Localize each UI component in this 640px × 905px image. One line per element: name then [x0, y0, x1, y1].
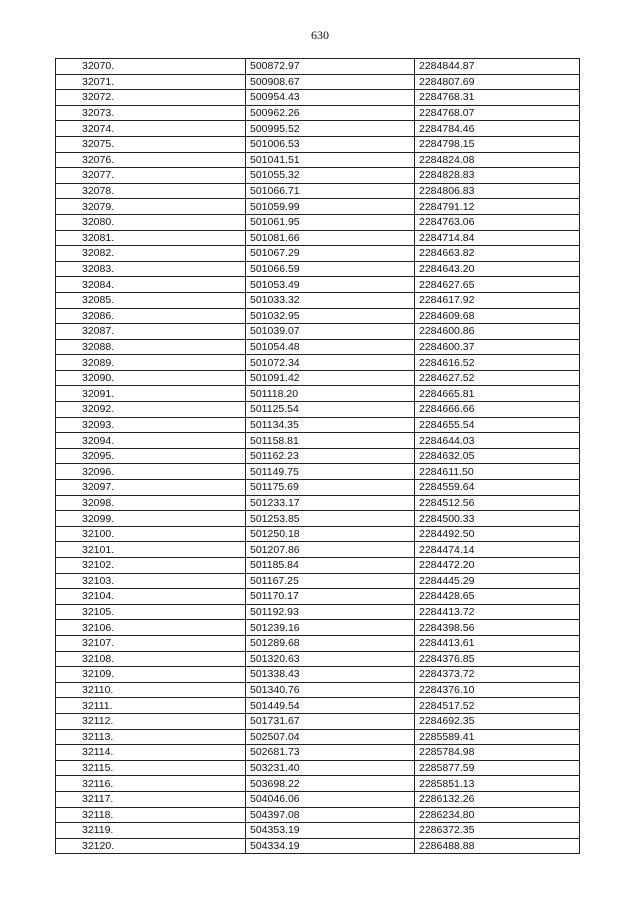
- x-coordinate-cell: 501340.76: [246, 682, 415, 698]
- x-coordinate-cell: 501158.81: [246, 433, 415, 449]
- x-coordinate-cell: 501731.67: [246, 713, 415, 729]
- x-coordinate-cell: 503231.40: [246, 760, 415, 776]
- y-coordinate-cell: 2284373.72: [415, 667, 580, 683]
- point-number-cell: 32103.: [56, 573, 246, 589]
- table-row: [56, 277, 580, 293]
- point-number-cell: 32098.: [56, 495, 246, 511]
- table-row: [56, 448, 580, 464]
- x-coordinate-cell: 500995.52: [246, 121, 415, 137]
- x-coordinate-cell: 501192.93: [246, 604, 415, 620]
- table-row: [56, 230, 580, 246]
- y-coordinate-cell: 2284609.68: [415, 308, 580, 324]
- table-row: [56, 729, 580, 745]
- x-coordinate-cell: 501250.18: [246, 526, 415, 542]
- point-number-cell: 32091.: [56, 386, 246, 402]
- point-number-cell: 32077.: [56, 168, 246, 184]
- point-number-cell: 32075.: [56, 136, 246, 152]
- y-coordinate-cell: 2284807.69: [415, 74, 580, 90]
- table-row: [56, 526, 580, 542]
- point-number-cell: 32106.: [56, 620, 246, 636]
- table-row: [56, 152, 580, 168]
- point-number-cell: 32108.: [56, 651, 246, 667]
- point-number-cell: 32099.: [56, 511, 246, 527]
- x-coordinate-cell: 501185.84: [246, 558, 415, 574]
- table-row: [56, 495, 580, 511]
- table-row: [56, 791, 580, 807]
- table-row: [56, 464, 580, 480]
- y-coordinate-cell: 2286132.26: [415, 791, 580, 807]
- point-number-cell: 32110.: [56, 682, 246, 698]
- point-number-cell: 32114.: [56, 745, 246, 761]
- y-coordinate-cell: 2284655.54: [415, 417, 580, 433]
- point-number-cell: 32100.: [56, 526, 246, 542]
- y-coordinate-cell: 2284666.66: [415, 402, 580, 418]
- point-number-cell: 32092.: [56, 402, 246, 418]
- table-row: [56, 370, 580, 386]
- x-coordinate-cell: 501081.66: [246, 230, 415, 246]
- point-number-cell: 32089.: [56, 355, 246, 371]
- x-coordinate-cell: 501061.95: [246, 214, 415, 230]
- coordinates-table: [55, 58, 580, 854]
- x-coordinate-cell: 500872.97: [246, 59, 415, 75]
- point-number-cell: 32102.: [56, 558, 246, 574]
- x-coordinate-cell: 501167.25: [246, 573, 415, 589]
- y-coordinate-cell: 2284517.52: [415, 698, 580, 714]
- y-coordinate-cell: 2284627.52: [415, 370, 580, 386]
- y-coordinate-cell: 2284632.05: [415, 448, 580, 464]
- point-number-cell: 32107.: [56, 635, 246, 651]
- table-row: [56, 760, 580, 776]
- table-row: [56, 635, 580, 651]
- point-number-cell: 32082.: [56, 246, 246, 262]
- table-row: [56, 542, 580, 558]
- point-number-cell: 32095.: [56, 448, 246, 464]
- x-coordinate-cell: 501067.29: [246, 246, 415, 262]
- point-number-cell: 32109.: [56, 667, 246, 683]
- y-coordinate-cell: 2284413.72: [415, 604, 580, 620]
- table-row: [56, 90, 580, 106]
- y-coordinate-cell: 2284611.50: [415, 464, 580, 480]
- table-row: [56, 823, 580, 839]
- point-number-cell: 32105.: [56, 604, 246, 620]
- table-row: [56, 838, 580, 854]
- table-row: [56, 651, 580, 667]
- table-row: [56, 59, 580, 75]
- x-coordinate-cell: 501170.17: [246, 589, 415, 605]
- y-coordinate-cell: 2285589.41: [415, 729, 580, 745]
- x-coordinate-cell: 500954.43: [246, 90, 415, 106]
- table-row: [56, 246, 580, 262]
- y-coordinate-cell: 2284616.52: [415, 355, 580, 371]
- x-coordinate-cell: 501134.35: [246, 417, 415, 433]
- x-coordinate-cell: 501175.69: [246, 480, 415, 496]
- point-number-cell: 32080.: [56, 214, 246, 230]
- table-row: [56, 433, 580, 449]
- x-coordinate-cell: 504046.06: [246, 791, 415, 807]
- y-coordinate-cell: 2284665.81: [415, 386, 580, 402]
- point-number-cell: 32113.: [56, 729, 246, 745]
- x-coordinate-cell: 501320.63: [246, 651, 415, 667]
- point-number-cell: 32111.: [56, 698, 246, 714]
- y-coordinate-cell: 2284500.33: [415, 511, 580, 527]
- table-row: [56, 136, 580, 152]
- point-number-cell: 32085.: [56, 292, 246, 308]
- y-coordinate-cell: 2284768.07: [415, 105, 580, 121]
- y-coordinate-cell: 2285877.59: [415, 760, 580, 776]
- x-coordinate-cell: 504334.19: [246, 838, 415, 854]
- table-row: [56, 682, 580, 698]
- x-coordinate-cell: 501118.20: [246, 386, 415, 402]
- table-row: [56, 199, 580, 215]
- y-coordinate-cell: 2284445.29: [415, 573, 580, 589]
- y-coordinate-cell: 2286488.88: [415, 838, 580, 854]
- point-number-cell: 32076.: [56, 152, 246, 168]
- table-row: [56, 558, 580, 574]
- table-row: [56, 308, 580, 324]
- x-coordinate-cell: 501289.68: [246, 635, 415, 651]
- coordinates-table-body: [56, 59, 580, 854]
- y-coordinate-cell: 2284376.10: [415, 682, 580, 698]
- page-number: 630: [311, 28, 329, 42]
- table-row: [56, 713, 580, 729]
- y-coordinate-cell: 2284627.65: [415, 277, 580, 293]
- point-number-cell: 32090.: [56, 370, 246, 386]
- x-coordinate-cell: 502681.73: [246, 745, 415, 761]
- y-coordinate-cell: 2284617.92: [415, 292, 580, 308]
- table-row: [56, 355, 580, 371]
- table-row: [56, 511, 580, 527]
- y-coordinate-cell: 2284692.35: [415, 713, 580, 729]
- x-coordinate-cell: 501449.54: [246, 698, 415, 714]
- table-row: [56, 339, 580, 355]
- x-coordinate-cell: 501125.54: [246, 402, 415, 418]
- x-coordinate-cell: 504397.08: [246, 807, 415, 823]
- table-row: [56, 604, 580, 620]
- table-row: [56, 776, 580, 792]
- point-number-cell: 32094.: [56, 433, 246, 449]
- point-number-cell: 32120.: [56, 838, 246, 854]
- table-row: [56, 261, 580, 277]
- y-coordinate-cell: 2284824.08: [415, 152, 580, 168]
- x-coordinate-cell: 502507.04: [246, 729, 415, 745]
- table-row: [56, 417, 580, 433]
- point-number-cell: 32081.: [56, 230, 246, 246]
- table-row: [56, 573, 580, 589]
- table-row: [56, 589, 580, 605]
- table-row: [56, 386, 580, 402]
- table-row: [56, 667, 580, 683]
- y-coordinate-cell: 2284784.46: [415, 121, 580, 137]
- y-coordinate-cell: 2286234.80: [415, 807, 580, 823]
- point-number-cell: 32073.: [56, 105, 246, 121]
- y-coordinate-cell: 2284376.85: [415, 651, 580, 667]
- x-coordinate-cell: 501054.48: [246, 339, 415, 355]
- y-coordinate-cell: 2285784.98: [415, 745, 580, 761]
- x-coordinate-cell: 501006.53: [246, 136, 415, 152]
- x-coordinate-cell: 501162.23: [246, 448, 415, 464]
- point-number-cell: 32118.: [56, 807, 246, 823]
- y-coordinate-cell: 2284828.83: [415, 168, 580, 184]
- table-row: [56, 620, 580, 636]
- point-number-cell: 32101.: [56, 542, 246, 558]
- y-coordinate-cell: 2284644.03: [415, 433, 580, 449]
- point-number-cell: 32074.: [56, 121, 246, 137]
- point-number-cell: 32088.: [56, 339, 246, 355]
- x-coordinate-cell: 501059.99: [246, 199, 415, 215]
- y-coordinate-cell: 2284714.84: [415, 230, 580, 246]
- table-row: [56, 402, 580, 418]
- point-number-cell: 32112.: [56, 713, 246, 729]
- y-coordinate-cell: 2284428.65: [415, 589, 580, 605]
- x-coordinate-cell: 501253.85: [246, 511, 415, 527]
- y-coordinate-cell: 2284763.06: [415, 214, 580, 230]
- table-row: [56, 292, 580, 308]
- point-number-cell: 32070.: [56, 59, 246, 75]
- y-coordinate-cell: 2284492.50: [415, 526, 580, 542]
- y-coordinate-cell: 2284413.61: [415, 635, 580, 651]
- y-coordinate-cell: 2284398.56: [415, 620, 580, 636]
- point-number-cell: 32115.: [56, 760, 246, 776]
- point-number-cell: 32084.: [56, 277, 246, 293]
- point-number-cell: 32079.: [56, 199, 246, 215]
- x-coordinate-cell: 501233.17: [246, 495, 415, 511]
- x-coordinate-cell: 501033.32: [246, 292, 415, 308]
- x-coordinate-cell: 501091.42: [246, 370, 415, 386]
- x-coordinate-cell: 501041.51: [246, 152, 415, 168]
- y-coordinate-cell: 2284559.64: [415, 480, 580, 496]
- point-number-cell: 32087.: [56, 324, 246, 340]
- point-number-cell: 32096.: [56, 464, 246, 480]
- y-coordinate-cell: 2284663.82: [415, 246, 580, 262]
- y-coordinate-cell: 2284600.86: [415, 324, 580, 340]
- point-number-cell: 32086.: [56, 308, 246, 324]
- x-coordinate-cell: 501072.34: [246, 355, 415, 371]
- point-number-cell: 32097.: [56, 480, 246, 496]
- x-coordinate-cell: 501053.49: [246, 277, 415, 293]
- x-coordinate-cell: 501338.43: [246, 667, 415, 683]
- y-coordinate-cell: 2284512.56: [415, 495, 580, 511]
- point-number-cell: 32093.: [56, 417, 246, 433]
- table-row: [56, 105, 580, 121]
- point-number-cell: 32117.: [56, 791, 246, 807]
- point-number-cell: 32116.: [56, 776, 246, 792]
- y-coordinate-cell: 2284600.37: [415, 339, 580, 355]
- y-coordinate-cell: 2284806.83: [415, 183, 580, 199]
- table-row: [56, 745, 580, 761]
- table-row: [56, 74, 580, 90]
- table-row: [56, 168, 580, 184]
- x-coordinate-cell: 501032.95: [246, 308, 415, 324]
- table-row: [56, 183, 580, 199]
- x-coordinate-cell: 501066.59: [246, 261, 415, 277]
- point-number-cell: 32119.: [56, 823, 246, 839]
- x-coordinate-cell: 501039.07: [246, 324, 415, 340]
- y-coordinate-cell: 2284768.31: [415, 90, 580, 106]
- x-coordinate-cell: 501055.32: [246, 168, 415, 184]
- table-row: [56, 214, 580, 230]
- x-coordinate-cell: 503698.22: [246, 776, 415, 792]
- table-row: [56, 480, 580, 496]
- table-row: [56, 121, 580, 137]
- x-coordinate-cell: 500962.26: [246, 105, 415, 121]
- y-coordinate-cell: 2284844.87: [415, 59, 580, 75]
- x-coordinate-cell: 504353.19: [246, 823, 415, 839]
- point-number-cell: 32071.: [56, 74, 246, 90]
- x-coordinate-cell: 501149.75: [246, 464, 415, 480]
- point-number-cell: 32072.: [56, 90, 246, 106]
- x-coordinate-cell: 501207.86: [246, 542, 415, 558]
- y-coordinate-cell: 2284472.20: [415, 558, 580, 574]
- point-number-cell: 32083.: [56, 261, 246, 277]
- table-row: [56, 807, 580, 823]
- x-coordinate-cell: 501066.71: [246, 183, 415, 199]
- x-coordinate-cell: 500908.67: [246, 74, 415, 90]
- table-row: [56, 698, 580, 714]
- x-coordinate-cell: 501239.16: [246, 620, 415, 636]
- y-coordinate-cell: 2284474.14: [415, 542, 580, 558]
- y-coordinate-cell: 2284643.20: [415, 261, 580, 277]
- y-coordinate-cell: 2284798.15: [415, 136, 580, 152]
- y-coordinate-cell: 2284791.12: [415, 199, 580, 215]
- table-row: [56, 324, 580, 340]
- point-number-cell: 32104.: [56, 589, 246, 605]
- y-coordinate-cell: 2285851.13: [415, 776, 580, 792]
- point-number-cell: 32078.: [56, 183, 246, 199]
- y-coordinate-cell: 2286372.35: [415, 823, 580, 839]
